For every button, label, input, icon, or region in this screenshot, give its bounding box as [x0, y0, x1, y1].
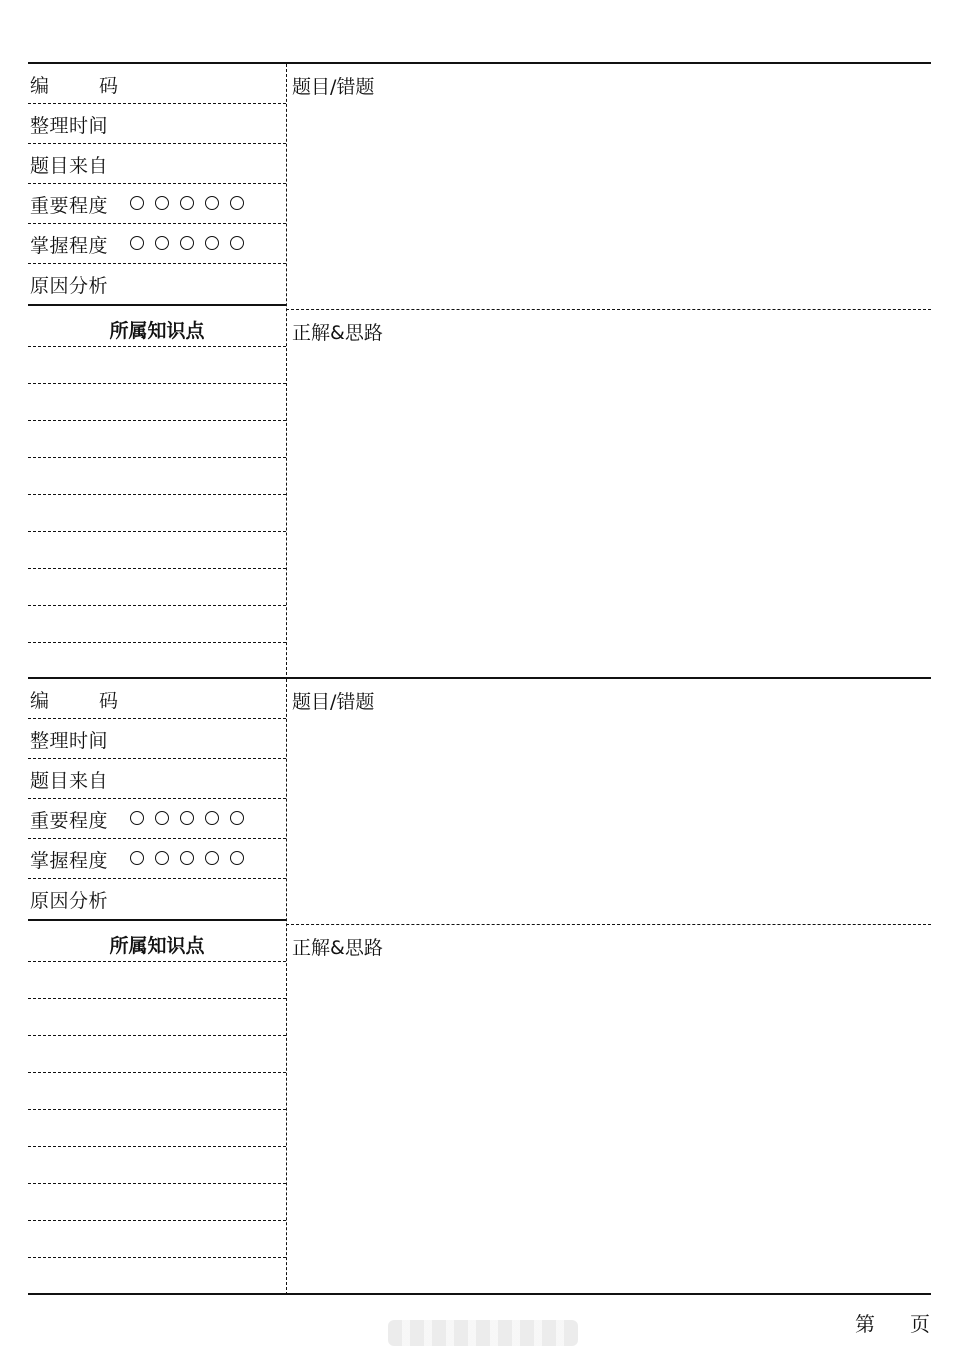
- writing-line[interactable]: [28, 962, 286, 999]
- source-field[interactable]: [28, 759, 286, 799]
- code-field[interactable]: [28, 64, 286, 104]
- mastery-rating: [130, 851, 244, 865]
- importance-field: [28, 799, 286, 839]
- rating-circle-icon[interactable]: [155, 236, 169, 250]
- rating-circle-icon[interactable]: [230, 236, 244, 250]
- watermark-logo-icon: [388, 1320, 578, 1346]
- footer-rule: [28, 1293, 931, 1295]
- writing-line[interactable]: [28, 495, 286, 532]
- writing-line[interactable]: [28, 569, 286, 606]
- cause-field[interactable]: [28, 879, 286, 921]
- writing-line[interactable]: [28, 421, 286, 458]
- writing-line[interactable]: [28, 1221, 286, 1258]
- question-label: 题目/错题: [292, 691, 375, 713]
- source-label: 题目来自: [30, 155, 109, 177]
- answer-separator: [286, 924, 931, 925]
- rating-circle-icon[interactable]: [155, 811, 169, 825]
- rating-circle-icon[interactable]: [130, 196, 144, 210]
- mastery-field: [28, 839, 286, 879]
- organize-time-field[interactable]: [28, 104, 286, 144]
- column-divider: [286, 679, 287, 1295]
- writing-line[interactable]: [28, 1184, 286, 1221]
- source-label: 题目来自: [30, 770, 109, 792]
- writing-line[interactable]: [28, 458, 286, 495]
- mastery-rating: [130, 236, 244, 250]
- organize-time-label: 整理时间: [30, 115, 109, 137]
- rating-circle-icon[interactable]: [180, 236, 194, 250]
- mastery-label: 掌握程度: [30, 850, 109, 872]
- writing-line[interactable]: [28, 1073, 286, 1110]
- code-field[interactable]: [28, 679, 286, 719]
- rating-circle-icon[interactable]: [205, 196, 219, 210]
- writing-line[interactable]: [28, 1147, 286, 1184]
- rating-circle-icon[interactable]: [180, 851, 194, 865]
- organize-time-field[interactable]: [28, 719, 286, 759]
- source-field[interactable]: [28, 144, 286, 184]
- page-number-suffix: 页: [910, 1312, 930, 1336]
- writing-line[interactable]: [28, 999, 286, 1036]
- knowledge-point-header: [28, 924, 286, 962]
- rating-circle-icon[interactable]: [205, 811, 219, 825]
- importance-label: 重要程度: [30, 195, 109, 217]
- info-fields: [28, 679, 286, 921]
- knowledge-point-header: [28, 309, 286, 347]
- cause-label: 原因分析: [30, 890, 109, 912]
- importance-rating: [130, 811, 244, 825]
- mastery-field: [28, 224, 286, 264]
- writing-line[interactable]: [28, 606, 286, 643]
- rating-circle-icon[interactable]: [155, 851, 169, 865]
- knowledge-point-title: 所属知识点: [109, 935, 205, 957]
- writing-line[interactable]: [28, 532, 286, 569]
- info-fields: [28, 64, 286, 306]
- answer-separator: [286, 309, 931, 310]
- organize-time-label: 整理时间: [30, 730, 109, 752]
- rating-circle-icon[interactable]: [180, 811, 194, 825]
- rating-circle-icon[interactable]: [205, 236, 219, 250]
- rating-circle-icon[interactable]: [205, 851, 219, 865]
- rating-circle-icon[interactable]: [180, 196, 194, 210]
- question-label: 题目/错题: [292, 76, 375, 98]
- knowledge-point-lines: [28, 347, 286, 643]
- rating-circle-icon[interactable]: [130, 811, 144, 825]
- cause-label: 原因分析: [30, 275, 109, 297]
- knowledge-point-lines: [28, 962, 286, 1258]
- mistake-card-2: [28, 677, 931, 1295]
- mastery-label: 掌握程度: [30, 235, 109, 257]
- code-label: 编 码: [30, 690, 141, 712]
- code-label: 编 码: [30, 75, 141, 97]
- writing-line[interactable]: [28, 1110, 286, 1147]
- rating-circle-icon[interactable]: [130, 236, 144, 250]
- writing-line[interactable]: [28, 347, 286, 384]
- importance-field: [28, 184, 286, 224]
- writing-line[interactable]: [28, 384, 286, 421]
- page-number-prefix: 第: [855, 1312, 875, 1336]
- cause-field[interactable]: [28, 264, 286, 306]
- rating-circle-icon[interactable]: [230, 811, 244, 825]
- rating-circle-icon[interactable]: [230, 851, 244, 865]
- answer-label: 正解&思路: [292, 937, 383, 959]
- column-divider: [286, 64, 287, 680]
- mistake-card-1: [28, 62, 931, 680]
- rating-circle-icon[interactable]: [155, 196, 169, 210]
- importance-label: 重要程度: [30, 810, 109, 832]
- rating-circle-icon[interactable]: [130, 851, 144, 865]
- importance-rating: [130, 196, 244, 210]
- knowledge-point-title: 所属知识点: [109, 320, 205, 342]
- writing-line[interactable]: [28, 1036, 286, 1073]
- answer-label: 正解&思路: [292, 322, 383, 344]
- rating-circle-icon[interactable]: [230, 196, 244, 210]
